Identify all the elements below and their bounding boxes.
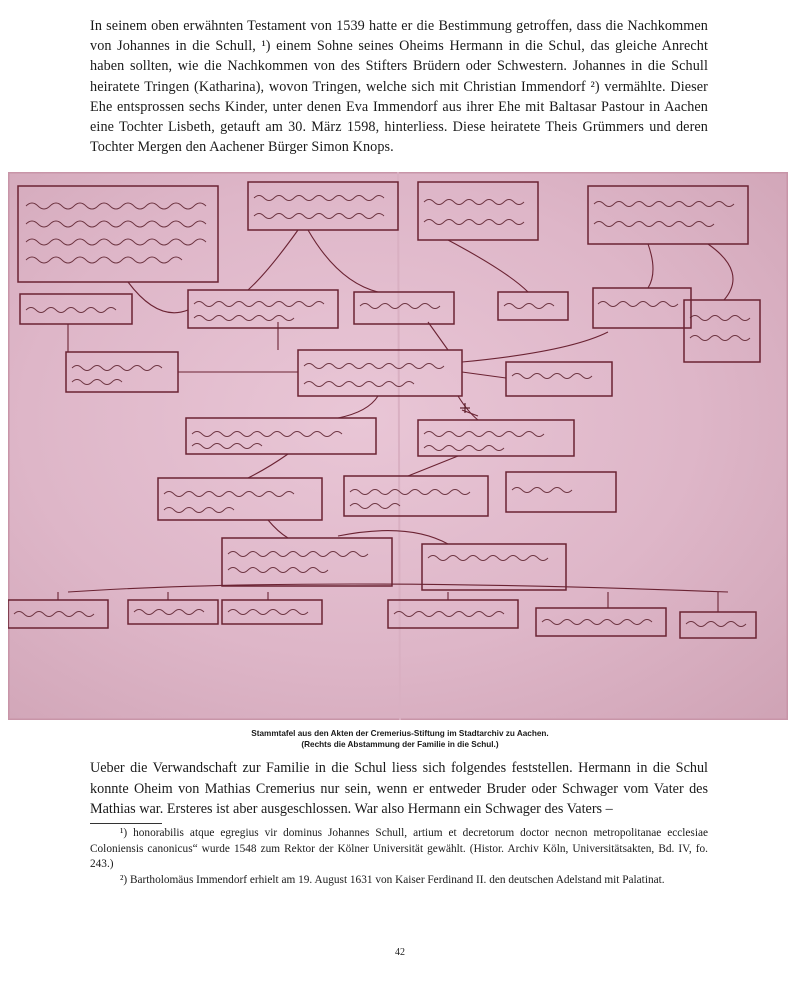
footnote-2: ²) Bartholomäus Immendorf erhielt am 19. August 1631 von Kaiser Ferdinand II. den deutschen Adelstand mit Palatinat.	[120, 874, 665, 886]
manuscript-drawing	[8, 172, 788, 720]
footnote-1: ¹) honorabilis atque egregius vir dominus Johannes Schull, artium et decretorum doctor necnon metropolitanae ecclesiae Coloniensis canonicus“ wurde 1548 zum Rektor der Kölner Universität gewählt. (Histor. Archiv Köln, Universitätsakten, Bd. IV, fo. 243.)	[90, 827, 708, 870]
page-number: 42	[395, 947, 405, 958]
footnote-rule	[90, 823, 162, 824]
intro-paragraph: In seinem oben erwähnten Testament von 1539 hatte er die Bestimmung getroffen, dass die Nachkommen von Johannes in die Schull, ¹) einem Sohne seines Oheims Hermann in die Schul, das gleiche Anrecht haben sollten, wie die Nachkommen von des Stifters Brüdern oder Schwestern. Johannes in die Schull heiratete Tringen (Katharina), wovon Tringen, welche sich mit Christian Immendorf ²) vermählte. Dieser Ehe entsprossen sechs Kinder, unter denen Eva Immendorf aus ihrer Ehe mit Baltasar Pastour in Aachen eine Tochter Lisbeth, getauft am 30. März 1598, hinterliess. Diese heiratete Theis Grümmers und deren Tochter Mergen den Aachener Bürger Simon Knops.	[90, 18, 708, 156]
figure-caption	[100, 728, 700, 750]
caption-line-1: Stammtafel aus den Akten der Cremerius-Stiftung im Stadtarchiv zu Aachen.	[251, 729, 549, 738]
body-paragraph: Ueber die Verwandschaft zur Familie in die Schul liess sich folgendes feststellen. Hermann in die Schul konnte Oheim von Mathias Cremerius nur sein, wenn er entweder Bruder oder Schwager vom Vater des Mathias war. Ersteres ist aber ausgeschlossen. War also Hermann ein Schwager des Vaters –	[90, 760, 708, 817]
family-tree-manuscript-image	[8, 172, 788, 720]
caption-line-2: (Rechts die Abstammung der Familie in die Schul.)	[301, 740, 499, 749]
